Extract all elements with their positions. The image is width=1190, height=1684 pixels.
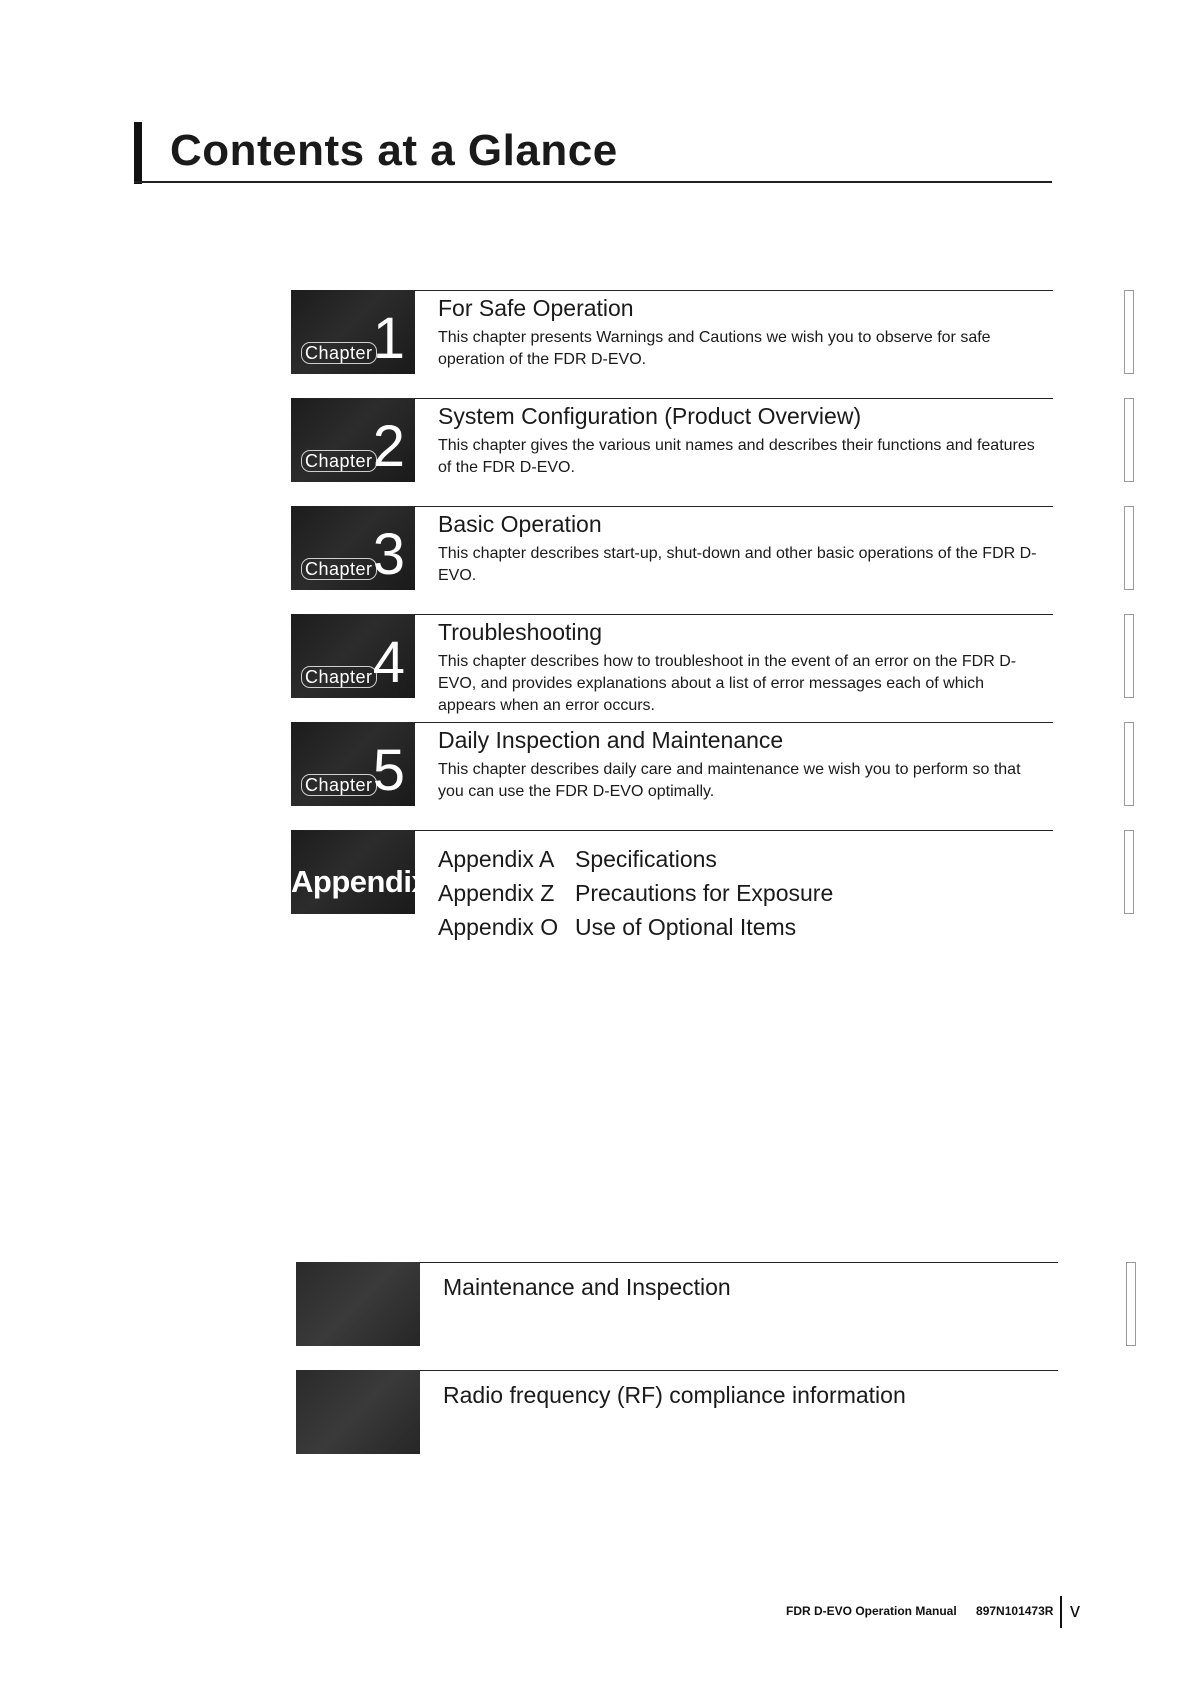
appendix-item-label: Appendix A (438, 846, 555, 872)
section-tab-blank (296, 1370, 420, 1454)
section-entry-maintenance[interactable] (296, 1262, 1058, 1346)
chapter-tab-number: 4 (372, 630, 405, 695)
chapter-description: This chapter describes how to troubleshoot in the event of an error on the FDR D-EVO, and provides explanations about a list of error messages each of which appears when an error occurs. (438, 653, 1017, 714)
chapter-tab-number: 2 (372, 414, 405, 479)
appendix-item-label: Appendix Z (438, 880, 555, 906)
appendix-tab (291, 830, 429, 914)
thumb-index-marker (1124, 290, 1134, 374)
thumb-index-marker (1124, 722, 1134, 806)
chapter-title[interactable]: System Configuration (Product Overview) (438, 403, 862, 429)
title-underline (134, 181, 1052, 183)
entry-rule (415, 506, 1053, 507)
appendix-tab-label: Appendix (291, 864, 429, 899)
chapter-description: This chapter gives the various unit names and describes their functions and features of the FDR D-EVO. (438, 437, 1035, 476)
chapter-entry-3[interactable] (291, 506, 1053, 590)
entry-rule (415, 398, 1053, 399)
chapter-title[interactable]: For Safe Operation (438, 295, 634, 321)
thumb-index-marker (1124, 614, 1134, 698)
chapter-tab-label: Chapter (301, 558, 377, 580)
appendix-item-name: Use of Optional Items (575, 914, 797, 940)
entry-rule (415, 722, 1053, 723)
footer-separator (1060, 1596, 1062, 1628)
appendix-item[interactable] (438, 910, 833, 944)
title-accent-bar (134, 122, 142, 184)
chapter-entry-2[interactable] (291, 398, 1053, 482)
chapter-tab-label: Chapter (301, 774, 377, 796)
entry-rule (415, 830, 1053, 831)
thumb-index-marker (1126, 1262, 1136, 1346)
appendix-item[interactable] (438, 876, 833, 910)
chapter-entry-5[interactable] (291, 722, 1053, 806)
entry-rule (415, 290, 1053, 291)
chapter-tab-number: 5 (372, 738, 405, 803)
chapter-tab-2 (291, 398, 415, 482)
chapter-description: This chapter describes daily care and maintenance we wish you to perform so that you can use the FDR D-EVO optimally. (438, 761, 1021, 800)
page-title: Contents at a Glance (170, 126, 618, 175)
thumb-index-marker (1124, 506, 1134, 590)
chapter-tab-number: 3 (372, 522, 405, 587)
chapter-tab-3 (291, 506, 415, 590)
section-tab-blank (296, 1262, 420, 1346)
appendix-list (438, 842, 833, 944)
footer-manual-name: FDR D-EVO Operation Manual (786, 1604, 957, 1618)
page-footer (786, 1604, 1053, 1618)
footer-doc-number: 897N101473R (976, 1604, 1054, 1618)
appendix-item[interactable] (438, 842, 833, 876)
chapter-tab-label: Chapter (301, 342, 377, 364)
appendix-item-name: Specifications (575, 846, 717, 872)
appendix-item-name: Precautions for Exposure (575, 880, 834, 906)
chapter-entry-4[interactable] (291, 614, 1053, 714)
chapter-tab-label: Chapter (301, 450, 377, 472)
thumb-index-marker (1124, 398, 1134, 482)
entry-rule (420, 1262, 1058, 1263)
chapter-description: This chapter presents Warnings and Cautions we wish you to observe for safe operation of the FDR D-EVO. (438, 329, 991, 368)
appendix-entry[interactable] (291, 830, 1053, 950)
chapter-title[interactable]: Basic Operation (438, 511, 602, 537)
entry-rule (420, 1370, 1058, 1371)
chapter-tab-1 (291, 290, 415, 374)
section-entry-rf-compliance[interactable] (296, 1370, 1058, 1454)
section-title[interactable]: Maintenance and Inspection (443, 1274, 731, 1300)
appendix-item-label: Appendix O (438, 914, 559, 940)
chapter-title[interactable]: Troubleshooting (438, 619, 603, 645)
page-number: v (1070, 1600, 1080, 1622)
section-title[interactable]: Radio frequency (RF) compliance information (443, 1382, 906, 1408)
thumb-index-marker (1124, 830, 1134, 914)
entry-rule (415, 614, 1053, 615)
chapter-tab-4 (291, 614, 415, 698)
chapter-entry-1[interactable] (291, 290, 1053, 374)
chapter-description: This chapter describes start-up, shut-down and other basic operations of the FDR D-EVO. (438, 545, 1037, 584)
chapter-tab-label: Chapter (301, 666, 377, 688)
chapter-tab-number: 1 (372, 306, 405, 371)
chapter-title[interactable]: Daily Inspection and Maintenance (438, 727, 784, 753)
chapter-tab-5 (291, 722, 415, 806)
